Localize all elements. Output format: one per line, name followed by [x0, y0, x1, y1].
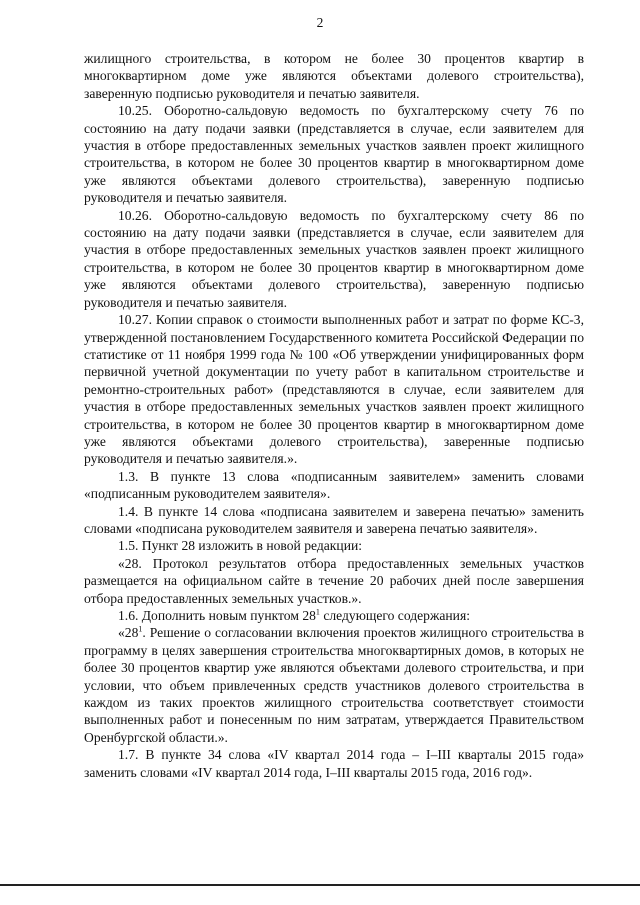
paragraph-1-4: 1.4. В пункте 14 слова «подписана заявителем и заверена печатью» заменить словами «подписана руководителем заявителя и заверена печатью заявителя». [84, 503, 584, 536]
paragraph-1-7: 1.7. В пункте 34 слова «IV квартал 2014 года – I–III кварталы 2015 года» заменить словами «IV квартал 2014 года, I–III кварталы 2015 года, 2016 год». [84, 747, 584, 780]
paragraph-1-6 [84, 607, 584, 624]
paragraph-10-25: 10.25. Оборотно-сальдовую ведомость по бухгалтерскому счету 76 по состоянию на дату подачи заявки (представляется в случае, если заявителем для участия в отборе предоставленных земельных участков заявлен проект жилищного строительства, в котором не более 30 процентов квартир в многоквартирном доме уже являются объектами долевого строительства), заверенную подписью руководителя и печатью заявителя. [84, 103, 584, 206]
paragraph-28-text: «28. Протокол результатов отбора предоставленных земельных участков размещается на официальном сайте в течение 20 рабочих дней после завершения отбора предоставленных земельных участков.». [84, 555, 584, 606]
superscript-1: 1 [138, 624, 143, 634]
paragraph-1-6-end: следующего содержания: [319, 608, 470, 623]
paragraph-1-6-start: 1.6. Дополнить новым пунктом 28 [118, 608, 316, 623]
bottom-rule [0, 884, 640, 886]
superscript-1: 1 [315, 607, 320, 617]
paragraph-28-1-end: . Решение о согласовании включения проектов жилищного строительства в программу в целях завершения строительства многоквартирных домов, в которых не более 30 процентов квартир уже являются объектами долевого строительства, и при условии, что объем привлеченных средств участников долевого строительства в каждом из таких проектов жилищного строительства соответствует стоимости выполненных работ и понесенным по ним затратам, утверждается Правительством Оренбургской области.». [84, 625, 584, 745]
paragraph-28-1-text [84, 624, 584, 746]
paragraph-10-26: 10.26. Оборотно-сальдовую ведомость по бухгалтерскому счету 86 по состоянию на дату подачи заявки (представляется в случае, если заявителем для участия в отборе предоставленных земельных участков заявлен проект жилищного строительства, в котором не более 30 процентов квартир в многоквартирном доме уже являются объектами долевого строительства), заверенную подписью руководителя и печатью заявителя. [84, 207, 584, 310]
page-number: 2 [316, 15, 324, 30]
paragraph-1-3: 1.3. В пункте 13 слова «подписанным заявителем» заменить словами «подписанным руководителем заявителя». [84, 468, 584, 502]
paragraph-10-27: 10.27. Копии справок о стоимости выполненных работ и затрат по форме КС-3, утвержденной постановлением Государственного комитета Российской Федерации по статистике от 11 ноября 1999 года № 100 «Об утверждении унифицированных форм первичной учетной документации по учету работ в капитальном строительстве и ремонтно-строительных работ» (представляются в случае, если заявителем для участия в отборе предоставленных земельных участков заявлен проект жилищного строительства, в котором не более 30 процентов квартир в многоквартирном доме уже являются объектами долевого строительства), заверенные подписью руководителя и печатью заявителя.». [84, 312, 584, 467]
paragraph-28-1-start: «28 [118, 625, 139, 641]
document-body [84, 50, 584, 781]
paragraph-continuation: жилищного строительства, в котором не более 30 процентов квартир в многоквартирном доме уже являются объектами долевого строительства), заверенную подписью руководителя и печатью заявителя. [84, 51, 584, 101]
paragraph-1-5: 1.5. Пункт 28 изложить в новой редакции: [118, 538, 363, 554]
